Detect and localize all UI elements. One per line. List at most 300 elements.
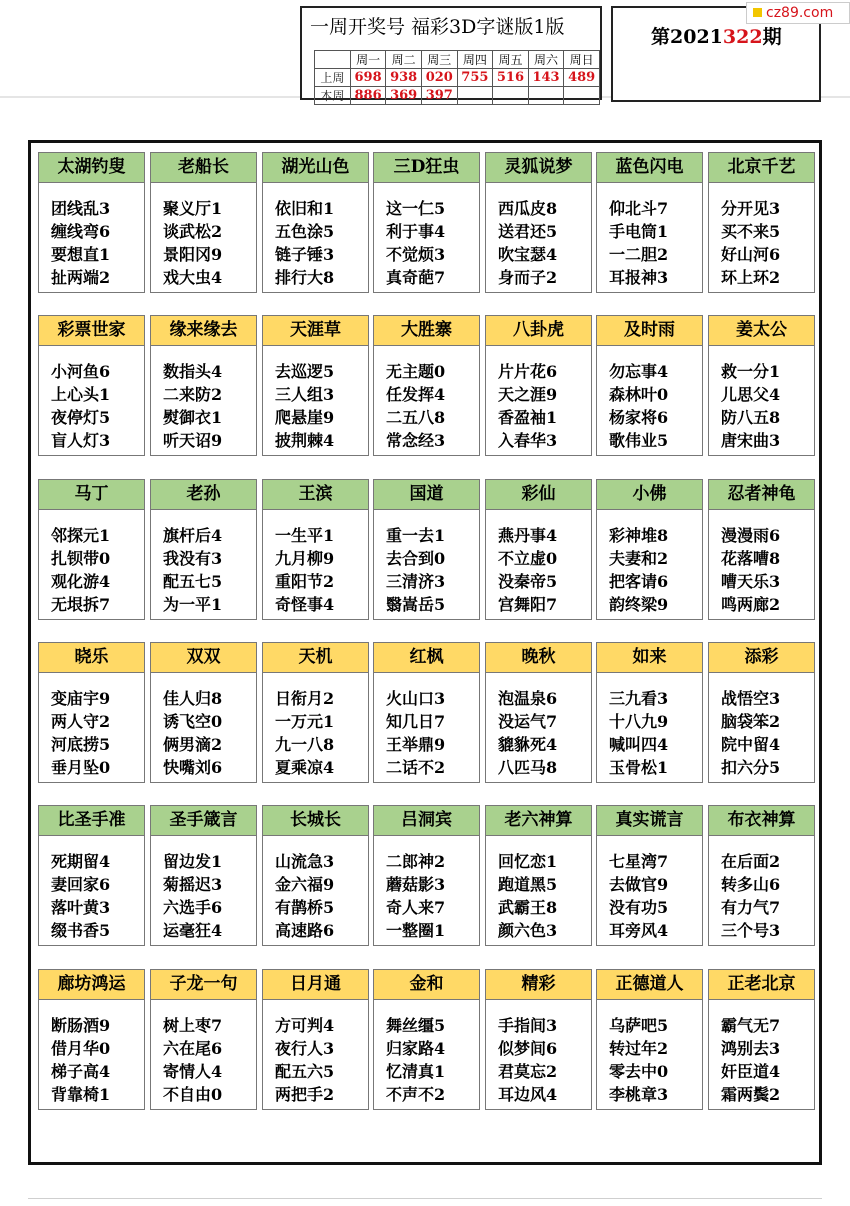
row-label: 本周	[315, 87, 351, 105]
riddle-line: 转过年2	[609, 1039, 669, 1058]
riddle-line: 宫舞阳7	[498, 595, 558, 614]
riddle-card	[150, 152, 257, 293]
riddle-line: 天之涯9	[498, 385, 558, 404]
riddle-line: 片片花6	[498, 362, 558, 381]
riddle-line: 二话不2	[386, 758, 446, 777]
riddle-line: 借月华0	[51, 1039, 111, 1058]
riddle-card	[596, 315, 703, 456]
riddle-line: 谈武松2	[163, 222, 223, 241]
day-header: 周三	[421, 51, 457, 69]
riddle-card	[38, 152, 145, 293]
riddle-card	[485, 315, 592, 456]
riddle-line: 入春华3	[498, 431, 558, 450]
riddle-line: 三九看3	[609, 689, 669, 708]
riddle-lines	[263, 836, 368, 942]
draw-number: 698	[350, 69, 386, 87]
riddle-card	[708, 642, 815, 783]
riddle-line: 不声不2	[386, 1085, 446, 1104]
riddle-line: 死期留4	[51, 852, 111, 871]
riddle-line: 三个号3	[721, 921, 781, 940]
riddle-lines	[597, 510, 702, 616]
riddle-card	[262, 805, 369, 946]
riddle-card-title: 彩仙	[486, 480, 591, 510]
riddle-lines	[39, 510, 144, 616]
riddle-line: 留边发1	[163, 852, 223, 871]
riddle-line: 漫漫雨6	[721, 526, 781, 545]
riddle-card-title: 如来	[597, 643, 702, 673]
riddle-card	[485, 479, 592, 620]
riddle-card-title: 大胜寨	[374, 316, 479, 346]
riddle-line: 利于事4	[386, 222, 446, 241]
riddle-line: 树上枣7	[163, 1016, 223, 1035]
riddle-card-title: 灵狐说梦	[486, 153, 591, 183]
riddle-lines	[709, 673, 814, 779]
riddle-line: 杨家将6	[609, 408, 669, 427]
riddle-line: 去巡逻5	[275, 362, 335, 381]
riddle-card-title: 圣手箴言	[151, 806, 256, 836]
riddle-lines	[597, 346, 702, 452]
draw-number: 397	[421, 87, 457, 105]
riddle-line: 香盈袖1	[498, 408, 558, 427]
riddle-lines	[151, 673, 256, 779]
riddle-line: 运毫狂4	[163, 921, 223, 940]
riddle-card	[596, 152, 703, 293]
riddle-line: 知几日7	[386, 712, 446, 731]
riddle-line: 小河鱼6	[51, 362, 111, 381]
riddle-card	[262, 479, 369, 620]
riddle-line: 二五八8	[386, 408, 446, 427]
riddle-line: 这一仁5	[386, 199, 446, 218]
riddle-line: 彩神堆8	[609, 526, 669, 545]
weekly-draw-table	[314, 50, 600, 105]
riddle-card-title: 晓乐	[39, 643, 144, 673]
riddle-line: 鸿别去3	[721, 1039, 781, 1058]
riddle-line: 在后面2	[721, 852, 781, 871]
riddle-lines	[374, 183, 479, 289]
riddle-line: 重一去1	[386, 526, 446, 545]
draw-number: 516	[493, 69, 529, 87]
riddle-card-title: 马丁	[39, 480, 144, 510]
riddle-line: 披荆棘4	[275, 431, 335, 450]
riddle-line: 救一分1	[721, 362, 781, 381]
riddle-line: 盲人灯3	[51, 431, 111, 450]
logo-text: cz89.com	[766, 5, 834, 21]
riddle-card-title: 太湖钓叟	[39, 153, 144, 183]
riddle-lines	[709, 510, 814, 616]
riddle-card	[708, 152, 815, 293]
riddle-line: 有鹊桥5	[275, 898, 335, 917]
riddle-line: 要想直1	[51, 245, 111, 264]
riddle-line: 妻回家6	[51, 875, 111, 894]
riddle-line: 翳嵩岳5	[386, 595, 446, 614]
riddle-card-title: 添彩	[709, 643, 814, 673]
riddle-card	[485, 152, 592, 293]
riddle-lines	[39, 1000, 144, 1106]
riddle-line: 战悟空3	[721, 689, 781, 708]
corner-cell	[315, 51, 351, 69]
riddle-lines	[374, 346, 479, 452]
riddle-line: 耳报神3	[609, 268, 669, 287]
riddle-lines	[263, 673, 368, 779]
riddle-line: 鸣两廊2	[721, 595, 781, 614]
riddle-lines	[486, 346, 591, 452]
riddle-line: 耳旁风4	[609, 921, 669, 940]
riddle-card	[150, 642, 257, 783]
riddle-line: 河底捞5	[51, 735, 111, 754]
riddle-line: 高速路6	[275, 921, 335, 940]
issue-number	[651, 22, 782, 49]
riddle-line: 勿忘事4	[609, 362, 669, 381]
riddle-line: 嘈天乐3	[721, 572, 781, 591]
day-header: 周五	[493, 51, 529, 69]
riddle-card	[38, 805, 145, 946]
riddle-line: 垂月坠0	[51, 758, 111, 777]
this-week-row	[315, 87, 600, 105]
riddle-lines	[597, 1000, 702, 1106]
draw-number	[457, 87, 493, 105]
riddle-line: 送君还5	[498, 222, 558, 241]
riddle-card-title: 精彩	[486, 970, 591, 1000]
riddle-line: 有力气7	[721, 898, 781, 917]
riddle-card-title: 蓝色闪电	[597, 153, 702, 183]
riddle-line: 院中留4	[721, 735, 781, 754]
riddle-card-title: 小佛	[597, 480, 702, 510]
riddle-card-title: 老六神算	[486, 806, 591, 836]
riddle-line: 三人组3	[275, 385, 335, 404]
riddle-card	[262, 152, 369, 293]
riddle-line: 扣六分5	[721, 758, 781, 777]
header-title: 一周开奖号 福彩3D字谜版1版	[310, 16, 565, 38]
riddle-lines	[263, 1000, 368, 1106]
riddle-card-title: 吕洞宾	[374, 806, 479, 836]
riddle-lines	[263, 510, 368, 616]
riddle-line: 为一平1	[163, 595, 223, 614]
riddle-card-title: 天涯草	[263, 316, 368, 346]
riddle-lines	[486, 183, 591, 289]
draw-number: 369	[386, 87, 422, 105]
riddle-line: 森林叶0	[609, 385, 669, 404]
riddle-card-title: 正德道人	[597, 970, 702, 1000]
riddle-line: 背靠椅1	[51, 1085, 111, 1104]
riddle-line: 六选手6	[163, 898, 223, 917]
riddle-lines	[374, 836, 479, 942]
riddle-line: 身而子2	[498, 268, 558, 287]
riddle-card	[373, 805, 480, 946]
riddle-card	[485, 969, 592, 1110]
riddle-line: 无主题0	[386, 362, 446, 381]
riddle-line: 快嘴刘6	[163, 758, 223, 777]
riddle-card	[373, 642, 480, 783]
riddle-line: 配五七5	[163, 572, 223, 591]
riddle-lines	[709, 346, 814, 452]
riddle-line: 一生平1	[275, 526, 335, 545]
draw-number	[493, 87, 529, 105]
riddle-line: 歌伟业5	[609, 431, 669, 450]
riddle-card-title: 湖光山色	[263, 153, 368, 183]
riddle-card-title: 老船长	[151, 153, 256, 183]
riddle-card	[596, 969, 703, 1110]
riddle-line: 玉骨松1	[609, 758, 669, 777]
riddle-line: 梯子高4	[51, 1062, 111, 1081]
riddle-lines	[486, 510, 591, 616]
riddle-line: 耳边风4	[498, 1085, 558, 1104]
issue-prefix: 第2021	[651, 26, 723, 48]
riddle-line: 儿思父4	[721, 385, 781, 404]
riddle-line: 归家路4	[386, 1039, 446, 1058]
riddle-line: 菊摇迟3	[163, 875, 223, 894]
riddle-card-title: 三D狂虫	[374, 153, 479, 183]
riddle-line: 貔貅死4	[498, 735, 558, 754]
riddle-card-title: 北京千艺	[709, 153, 814, 183]
riddle-line: 奇怪事4	[275, 595, 335, 614]
riddle-line: 花落嘈8	[721, 549, 781, 568]
riddle-line: 十八九9	[609, 712, 669, 731]
riddle-card	[262, 969, 369, 1110]
riddle-card-title: 日月通	[263, 970, 368, 1000]
riddle-card-title: 天机	[263, 643, 368, 673]
riddle-line: 燕丹事4	[498, 526, 558, 545]
riddle-line: 没秦帝5	[498, 572, 558, 591]
riddle-lines	[486, 836, 591, 942]
riddle-line: 转多山6	[721, 875, 781, 894]
riddle-line: 八匹马8	[498, 758, 558, 777]
riddle-lines	[486, 673, 591, 779]
riddle-line: 落叶黄3	[51, 898, 111, 917]
riddle-line: 五色涂5	[275, 222, 335, 241]
riddle-line: 颜六色3	[498, 921, 558, 940]
riddle-lines	[39, 836, 144, 942]
riddle-line: 夫妻和2	[609, 549, 669, 568]
riddle-card-title: 忍者神龟	[709, 480, 814, 510]
riddle-line: 唐宋曲3	[721, 431, 781, 450]
riddle-line: 旗杆后4	[163, 526, 223, 545]
riddle-line: 扯两端2	[51, 268, 111, 287]
issue-digits: 322	[722, 26, 763, 48]
riddle-lines	[151, 836, 256, 942]
riddle-card	[708, 805, 815, 946]
riddle-line: 霜两鬓2	[721, 1085, 781, 1104]
site-logo[interactable]	[746, 2, 850, 24]
riddle-line: 一二胆2	[609, 245, 669, 264]
riddle-line: 一整圈1	[386, 921, 446, 940]
riddle-line: 零去中0	[609, 1062, 669, 1081]
riddle-line: 舞丝缰5	[386, 1016, 446, 1035]
riddle-line: 买不来5	[721, 222, 781, 241]
riddle-line: 脑袋笨2	[721, 712, 781, 731]
riddle-line: 三清济3	[386, 572, 446, 591]
riddle-line: 寄情人4	[163, 1062, 223, 1081]
riddle-card	[38, 479, 145, 620]
riddle-grid-frame	[28, 140, 822, 1165]
riddle-card	[373, 969, 480, 1110]
riddle-line: 分开见3	[721, 199, 781, 218]
draw-number: 755	[457, 69, 493, 87]
draw-number	[564, 87, 600, 105]
riddle-line: 熨御衣1	[163, 408, 223, 427]
riddle-line: 没有功5	[609, 898, 669, 917]
riddle-card	[38, 642, 145, 783]
riddle-line: 两把手2	[275, 1085, 335, 1104]
riddle-line: 九月柳9	[275, 549, 335, 568]
draw-number: 938	[386, 69, 422, 87]
last-week-row	[315, 69, 600, 87]
riddle-line: 火山口3	[386, 689, 446, 708]
riddle-lines	[486, 1000, 591, 1106]
riddle-line: 金六福9	[275, 875, 335, 894]
riddle-line: 王举鼎9	[386, 735, 446, 754]
day-header: 周一	[350, 51, 386, 69]
riddle-card	[150, 315, 257, 456]
riddle-line: 跑道黑5	[498, 875, 558, 894]
issue-suffix: 期	[762, 26, 782, 48]
day-header: 周日	[564, 51, 600, 69]
draw-number: 020	[421, 69, 457, 87]
riddle-card-title: 八卦虎	[486, 316, 591, 346]
riddle-line: 一万元1	[275, 712, 335, 731]
riddle-line: 配五六5	[275, 1062, 335, 1081]
riddle-card	[373, 152, 480, 293]
riddle-line: 真奇葩7	[386, 268, 446, 287]
riddle-line: 手电筒1	[609, 222, 669, 241]
riddle-card	[708, 479, 815, 620]
riddle-line: 六在尾6	[163, 1039, 223, 1058]
riddle-lines	[709, 836, 814, 942]
riddle-lines	[151, 346, 256, 452]
riddle-line: 泡温泉6	[498, 689, 558, 708]
riddle-line: 喊叫四4	[609, 735, 669, 754]
riddle-card-title: 比圣手准	[39, 806, 144, 836]
bottom-separator	[28, 1198, 822, 1199]
weekly-results-box	[300, 6, 602, 103]
riddle-lines	[263, 183, 368, 289]
riddle-card-title: 布衣神算	[709, 806, 814, 836]
riddle-line: 上心头1	[51, 385, 111, 404]
riddle-card	[596, 479, 703, 620]
riddle-card-title: 子龙一句	[151, 970, 256, 1000]
riddle-line: 山流急3	[275, 852, 335, 871]
riddle-lines	[39, 673, 144, 779]
riddle-card	[708, 969, 815, 1110]
riddle-line: 奸臣道4	[721, 1062, 781, 1081]
riddle-card	[485, 642, 592, 783]
riddle-line: 不自由0	[163, 1085, 223, 1104]
riddle-card	[150, 969, 257, 1110]
riddle-lines	[597, 836, 702, 942]
riddle-line: 手指间3	[498, 1016, 558, 1035]
riddle-lines	[151, 510, 256, 616]
riddle-line: 奇人来7	[386, 898, 446, 917]
riddle-line: 夜停灯5	[51, 408, 111, 427]
riddle-card	[38, 969, 145, 1110]
riddle-line: 没运气7	[498, 712, 558, 731]
riddle-line: 俩男滴2	[163, 735, 223, 754]
riddle-lines	[263, 346, 368, 452]
riddle-lines	[151, 1000, 256, 1106]
riddle-lines	[709, 183, 814, 289]
riddle-line: 重阳节2	[275, 572, 335, 591]
riddle-line: 似梦间6	[498, 1039, 558, 1058]
day-header: 周六	[528, 51, 564, 69]
riddle-line: 好山河6	[721, 245, 781, 264]
riddle-line: 防八五8	[721, 408, 781, 427]
riddle-line: 邻探元1	[51, 526, 111, 545]
riddle-line: 乌萨吧5	[609, 1016, 669, 1035]
riddle-card-title: 长城长	[263, 806, 368, 836]
riddle-line: 二郎神2	[386, 852, 446, 871]
riddle-line: 变庙宇9	[51, 689, 111, 708]
riddle-card	[485, 805, 592, 946]
riddle-line: 西瓜皮8	[498, 199, 558, 218]
riddle-line: 李桃章3	[609, 1085, 669, 1104]
riddle-line: 我没有3	[163, 549, 223, 568]
riddle-line: 诱飞空0	[163, 712, 223, 731]
riddle-card	[262, 642, 369, 783]
riddle-lines	[39, 183, 144, 289]
draw-number	[528, 87, 564, 105]
riddle-line: 团线乱3	[51, 199, 111, 218]
riddle-card-title: 双双	[151, 643, 256, 673]
riddle-line: 九一八8	[275, 735, 335, 754]
riddle-line: 景阳冈9	[163, 245, 223, 264]
riddle-card	[262, 315, 369, 456]
riddle-line: 无垠拆7	[51, 595, 111, 614]
riddle-card-title: 真实谎言	[597, 806, 702, 836]
riddle-card-title: 金和	[374, 970, 479, 1000]
riddle-lines	[374, 510, 479, 616]
draw-number: 143	[528, 69, 564, 87]
riddle-lines	[151, 183, 256, 289]
riddle-line: 武霸王8	[498, 898, 558, 917]
riddle-line: 二来防2	[163, 385, 223, 404]
riddle-line: 常念经3	[386, 431, 446, 450]
riddle-line: 数指头4	[163, 362, 223, 381]
riddle-card	[596, 805, 703, 946]
riddle-line: 环上环2	[721, 268, 781, 287]
riddle-card	[596, 642, 703, 783]
riddle-card	[38, 315, 145, 456]
riddle-line: 回忆恋1	[498, 852, 558, 871]
riddle-line: 蘑菇影3	[386, 875, 446, 894]
riddle-line: 把客请6	[609, 572, 669, 591]
riddle-line: 链子锤3	[275, 245, 335, 264]
riddle-card-title: 老孙	[151, 480, 256, 510]
riddle-line: 去合到0	[386, 549, 446, 568]
riddle-line: 扎钡带0	[51, 549, 111, 568]
riddle-line: 日衔月2	[275, 689, 335, 708]
riddle-card	[150, 805, 257, 946]
riddle-line: 爬悬崖9	[275, 408, 335, 427]
riddle-card	[373, 479, 480, 620]
riddle-line: 去做官9	[609, 875, 669, 894]
riddle-card	[708, 315, 815, 456]
riddle-card	[373, 315, 480, 456]
riddle-line: 不觉烦3	[386, 245, 446, 264]
riddle-card-title: 王滨	[263, 480, 368, 510]
riddle-line: 仰北斗7	[609, 199, 669, 218]
riddle-card-title: 正老北京	[709, 970, 814, 1000]
riddle-card-title: 及时雨	[597, 316, 702, 346]
riddle-line: 霸气无7	[721, 1016, 781, 1035]
riddle-line: 七星湾7	[609, 852, 669, 871]
riddle-card-title: 晚秋	[486, 643, 591, 673]
riddle-card-title: 国道	[374, 480, 479, 510]
day-header: 周四	[457, 51, 493, 69]
riddle-lines	[374, 673, 479, 779]
row-label: 上周	[315, 69, 351, 87]
riddle-line: 不立虚0	[498, 549, 558, 568]
draw-number: 489	[564, 69, 600, 87]
riddle-line: 夜行人3	[275, 1039, 335, 1058]
